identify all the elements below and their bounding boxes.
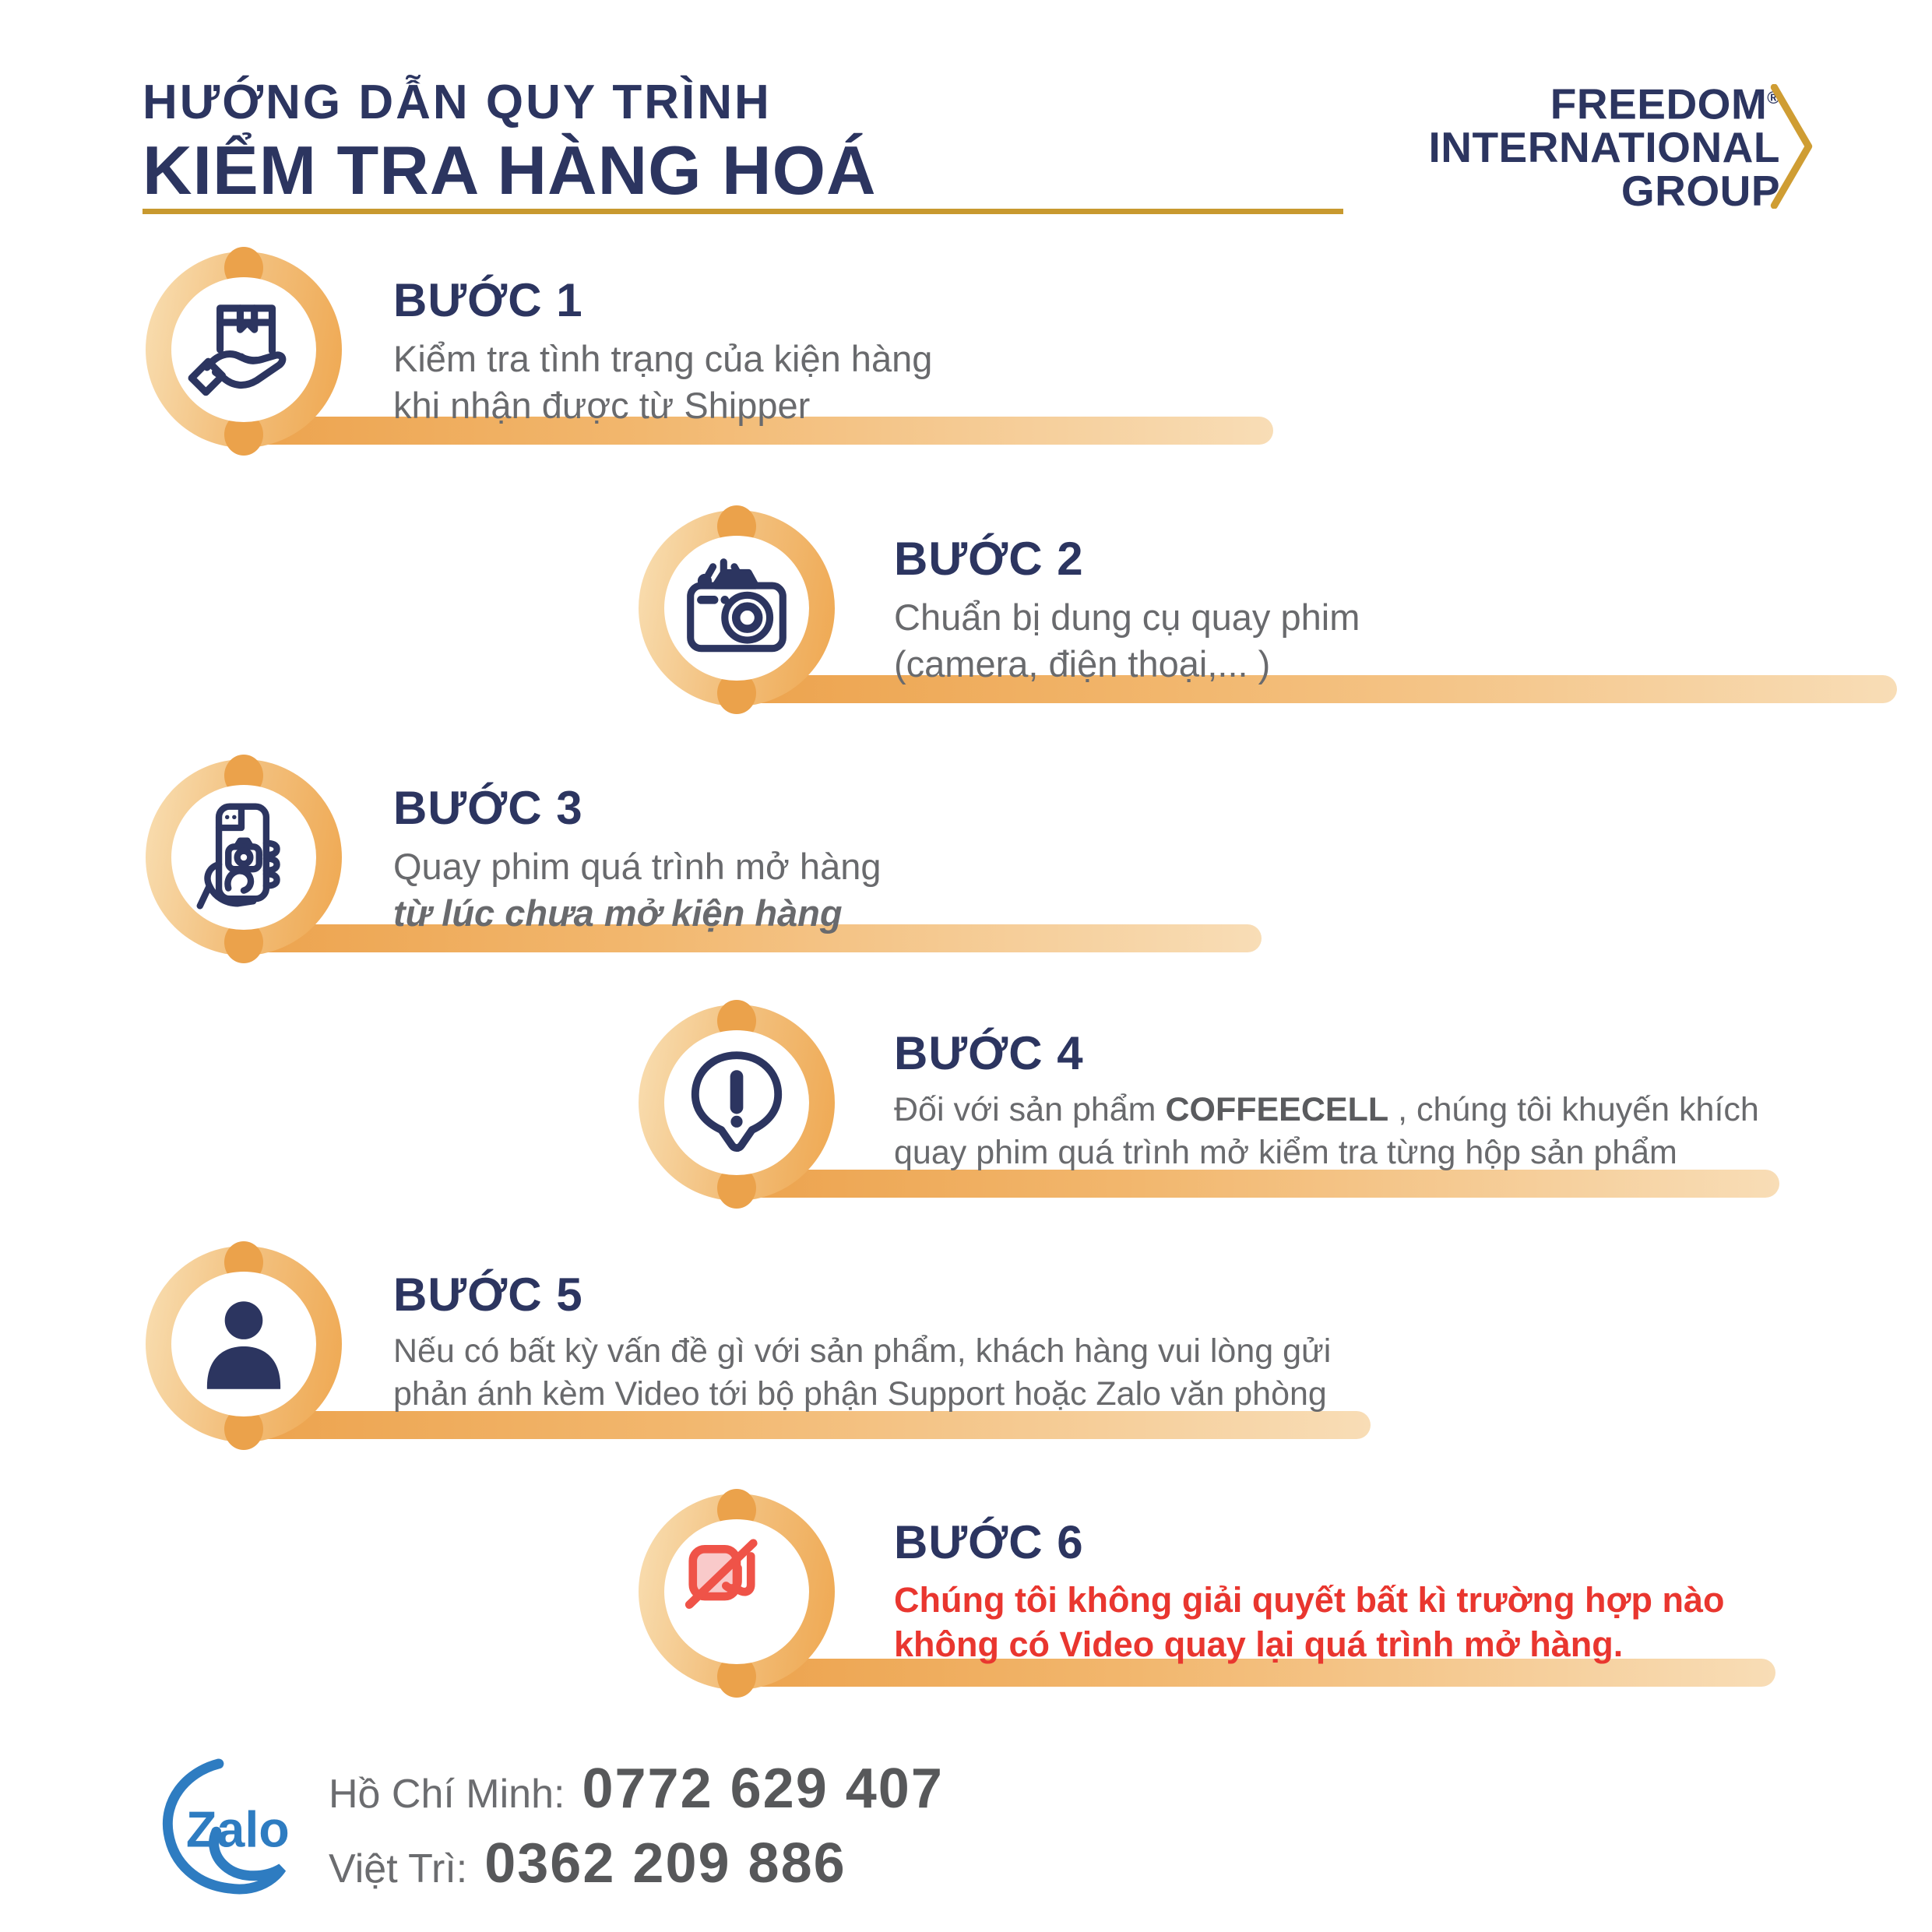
step-description-line: Nếu có bất kỳ vấn đề gì với sản phẩm, khách hàng vui lòng gửi [393, 1332, 1332, 1370]
zalo-icon [156, 1754, 294, 1915]
camera-icon [639, 510, 835, 706]
phone-record-icon [146, 759, 342, 955]
step-progress-bar [713, 1170, 1779, 1198]
step-icon-circle [146, 759, 342, 955]
contact-hcm [329, 1757, 944, 1821]
step-description-line: quay phim quá trình mở kiểm tra từng hộp sản phẩm [894, 1133, 1677, 1171]
step-title: BƯỚC 1 [393, 274, 583, 326]
person-icon [146, 1246, 342, 1442]
step-description-line: từ lúc chưa mở kiện hàng [393, 892, 843, 934]
title-underline [143, 209, 1343, 214]
step-description [393, 336, 932, 428]
registered-mark: ® [1767, 88, 1780, 107]
step-description-line: Đối với sản phẩm COFFEECELL , chúng tôi khuyến khích [894, 1091, 1759, 1128]
step-description [894, 1578, 1725, 1666]
step-title: BƯỚC 6 [894, 1516, 1084, 1568]
contact-viettri-number: 0362 209 886 [484, 1832, 846, 1895]
step-title: BƯỚC 2 [894, 533, 1084, 585]
step-icon-circle [146, 1246, 342, 1442]
step-description-line: phản ánh kèm Video tới bộ phận Support hoặc Zalo văn phòng [393, 1374, 1327, 1413]
contact-viettri-label: Việt Trì: [329, 1846, 468, 1892]
contact-hcm-label: Hồ Chí Minh: [329, 1772, 565, 1817]
alert-icon [639, 1005, 835, 1201]
chevron-right-icon [1770, 84, 1814, 213]
step-title: BƯỚC 5 [393, 1269, 583, 1321]
step-title: BƯỚC 4 [894, 1027, 1084, 1079]
step-description-line: Quay phim quá trình mở hàng [393, 846, 882, 887]
step-description-line: không có Video quay lại quá trình mở hàng. [894, 1624, 1624, 1665]
step-title: BƯỚC 3 [393, 782, 583, 834]
step-description [393, 1330, 1331, 1415]
page-title-line1: HƯỚNG DẪN QUY TRÌNH [143, 76, 772, 129]
contact-hcm-number: 0772 629 407 [582, 1758, 944, 1820]
step-description-line: (camera, điện thoại,... ) [894, 642, 1271, 684]
contact-viettri [329, 1832, 846, 1895]
logo-line1: FREEDOM® [1550, 79, 1780, 128]
freedom-international-group-logo [1428, 76, 1780, 216]
step-description-line: Chúng tôi không giải quyết bất kì trường hợp nào [894, 1580, 1725, 1620]
hand-box-icon [146, 252, 342, 448]
step-icon-circle [639, 1005, 835, 1201]
logo-line3: GROUP [1621, 167, 1780, 216]
zalo-wordmark: Zalo [185, 1800, 290, 1858]
step-description-line: Kiểm tra tình trạng của kiện hàng [393, 338, 933, 379]
page-title-line2: KIỂM TRA HÀNG HOÁ [143, 132, 877, 209]
step-description-line: Chuẩn bị dung cụ quay phim [894, 596, 1360, 638]
step-progress-bar [220, 1411, 1371, 1439]
step-icon-circle [146, 252, 342, 448]
video-off-icon [639, 1494, 835, 1690]
step-icon-circle [639, 510, 835, 706]
step-description-line: khi nhận được từ Shipper [393, 384, 811, 426]
step-description [894, 594, 1360, 687]
step-icon-circle [639, 1494, 835, 1690]
step-description [894, 1089, 1759, 1174]
logo-line2: INTERNATIONAL [1428, 123, 1780, 172]
step-description [393, 843, 882, 936]
